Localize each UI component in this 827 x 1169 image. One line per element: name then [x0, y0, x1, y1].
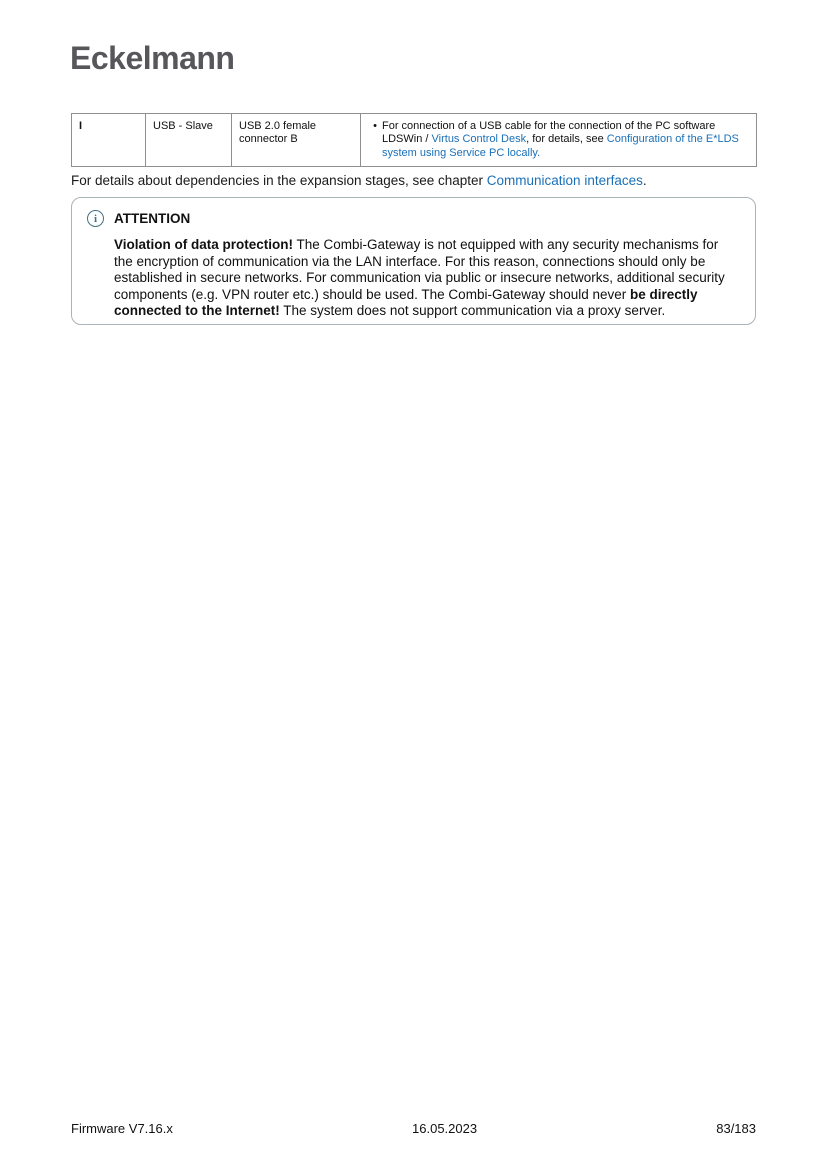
connector-spec-table	[71, 113, 757, 167]
inline-link[interactable]: Configuration of the E*LDS system using Service PC locally.	[382, 133, 739, 159]
text-segment: , for details, see	[526, 133, 607, 146]
chapter-reference-paragraph	[71, 172, 761, 190]
inline-link[interactable]: Communication interfaces	[486, 173, 643, 188]
footer-date: 16.05.2023	[412, 1121, 478, 1136]
footer-firmware-version: Firmware V7.16.x	[71, 1121, 173, 1136]
table-row	[72, 114, 757, 167]
info-icon: i	[87, 210, 104, 227]
footer-page-number: 83/183	[716, 1121, 756, 1136]
cell-connector-name: USB - Slave	[146, 114, 232, 167]
bullet-text	[382, 120, 749, 160]
text-segment: The Combi-Gateway is not equipped with any security mechanisms for the encryption of communication via the LAN interface. For this reason, connections should only be established in secure networks. For communication via public or insecure networks, additional security components (e.g. VPN router etc.) should be used. The Combi-Gateway should never	[114, 237, 725, 302]
inline-link[interactable]: Virtus Control Desk	[431, 133, 527, 146]
attention-body-text	[114, 237, 740, 320]
bullet-item	[368, 120, 749, 160]
cell-connector-type: USB 2.0 female connector B	[232, 114, 361, 167]
cell-connector-description	[361, 114, 757, 167]
text-segment: .	[642, 173, 647, 188]
cell-connector-id: I	[72, 114, 146, 167]
attention-title: ATTENTION	[114, 211, 191, 226]
page-footer	[71, 1121, 756, 1136]
text-segment: The system does not support communication via a proxy server.	[279, 303, 666, 319]
text-segment: For details about dependencies in the expansion stages, see chapter	[71, 173, 487, 188]
text-segment: Violation of data protection!	[114, 237, 294, 252]
bullet-icon: •	[373, 120, 377, 132]
text-segment: For connection of a USB cable for the connection of the PC software LDSWin /	[382, 120, 716, 146]
eckelmann-logo: Eckelmann	[70, 40, 235, 76]
text-segment: be directly connected to the Internet!	[114, 286, 698, 319]
attention-note-box	[71, 197, 756, 325]
